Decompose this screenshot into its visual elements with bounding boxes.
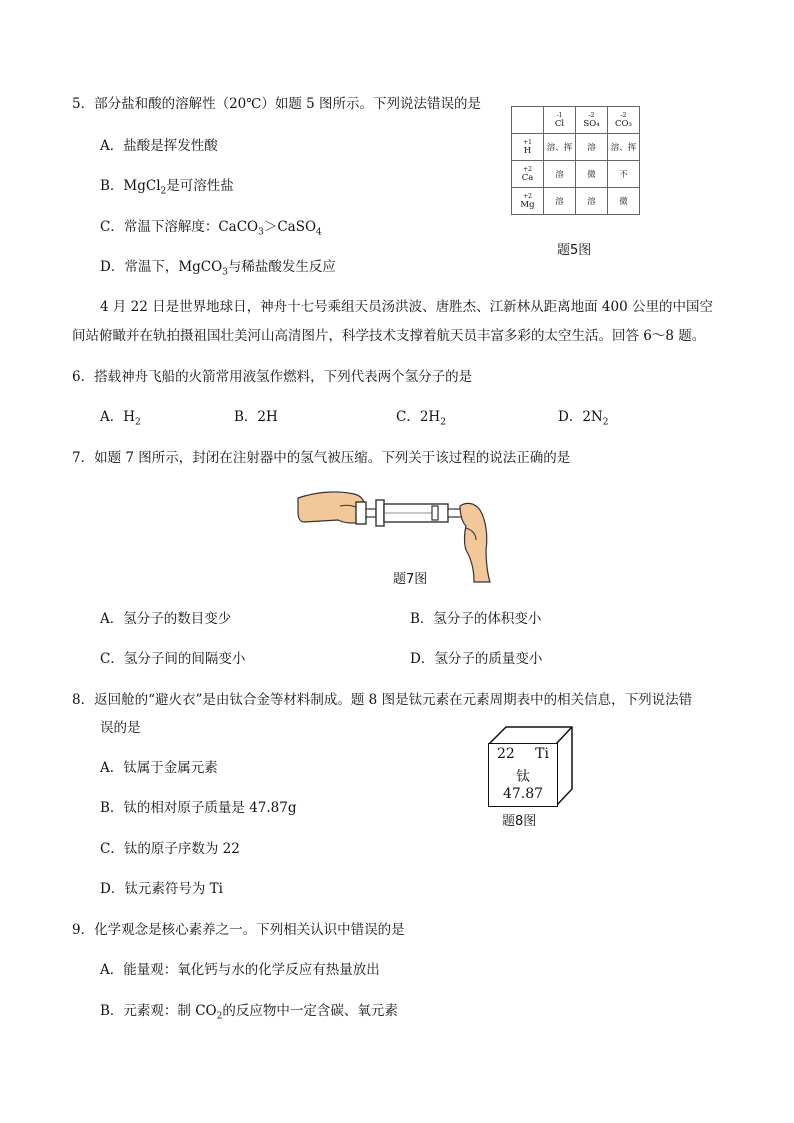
- col-header-cl: -1 Cl: [544, 107, 576, 134]
- q6-option-a: A．$H_2$: [100, 409, 141, 428]
- q8-option-d: D．钛元素符号为 Ti: [100, 881, 223, 897]
- table-cell: 溶: [544, 161, 576, 188]
- plunger-seal: [432, 506, 438, 520]
- right-hand: [460, 503, 490, 582]
- element-symbol: Ti: [535, 746, 549, 762]
- figure5-caption: 题5图: [557, 243, 592, 258]
- table-cell: 溶: [576, 134, 608, 161]
- q5-option-a: A．盐酸是挥发性酸: [100, 138, 218, 154]
- table-corner: [512, 107, 544, 134]
- table-cell: 微: [608, 188, 640, 215]
- figure7-caption: 题7图: [393, 572, 428, 587]
- solubility-table: [511, 106, 640, 215]
- q5-option-d: D．常温下，MgCO$_3$与稀盐酸发生反应: [100, 259, 336, 278]
- table-cell: 微: [576, 161, 608, 188]
- q8-option-b: B．钛的相对原子质量是 47.87g: [100, 800, 297, 816]
- q6-option-c: C．$2H_2$: [396, 409, 446, 428]
- q7-option-d: D．氢分子的质量变小: [410, 651, 543, 667]
- q5-stem: 5．部分盐和酸的溶解性（20℃）如题 5 图所示。下列说法错误的是: [72, 96, 482, 112]
- atomic-mass: 47.87: [502, 786, 544, 802]
- table-cell: 溶: [576, 188, 608, 215]
- row-header-h: +1 H: [512, 134, 544, 161]
- plunger-rod: [366, 509, 376, 517]
- passage-line-1: 4 月 22 日是世界地球日，神舟十七号乘组天员汤洪波、唐胜杰、江新林从距离地面 400 公里的中国空: [100, 299, 713, 315]
- q9-option-a: A．能量观：氧化钙与水的化学反应有热量放出: [100, 962, 380, 978]
- table-cell: 溶、挥: [544, 134, 576, 161]
- titanium-element-card: [488, 743, 558, 807]
- row-header-ca: +2 Ca: [512, 161, 544, 188]
- row-header-mg: +2 Mg: [512, 188, 544, 215]
- col-header-co3: -2 CO₃: [608, 107, 640, 134]
- q7-stem: 7．如题 7 图所示，封闭在注射器中的氢气被压缩。下列关于该过程的说法正确的是: [72, 450, 571, 466]
- col-header-so4: -2 SO₄: [576, 107, 608, 134]
- q8-stem-line-1: 8．返回舱的“避火衣”是由钛合金等材料制成。题 8 图是钛元素在元素周期表中的相关信息，下列说法错: [72, 692, 693, 708]
- table-cell: 不: [608, 161, 640, 188]
- q7-option-b: B．氢分子的体积变小: [410, 611, 542, 627]
- atomic-number: 22: [497, 746, 515, 762]
- syringe-flange: [376, 500, 384, 526]
- q5-option-c: C．常温下溶解度：CaCO$_3$＞CaSO$_4$: [100, 219, 322, 238]
- q7-option-c: C．氢分子间的间隔变小: [100, 651, 246, 667]
- q6-stem: 6．搭载神舟飞船的火箭常用液氢作燃料，下列代表两个氢分子的是: [72, 369, 473, 385]
- table-cell: 溶、挥: [608, 134, 640, 161]
- q8-option-a: A．钛属于金属元素: [100, 760, 218, 776]
- q6-option-d: D．$2N_2$: [558, 409, 609, 428]
- q8-option-c: C．钛的原子序数为 22: [100, 841, 240, 857]
- q9-stem: 9．化学观念是核心素养之一。下列相关认识中错误的是: [72, 922, 405, 938]
- q5-option-b: B．MgCl$_2$是可溶性盐: [100, 178, 234, 197]
- plunger-knob: [356, 502, 366, 524]
- q8-stem-line-2: 误的是: [100, 720, 141, 736]
- q6-option-b: B．2H: [234, 409, 278, 425]
- figure8-caption: 题8图: [502, 814, 537, 829]
- passage-line-2: 间站俯瞰并在轨拍摄祖国壮美河山高清图片，科学技术支撑着航天员丰富多彩的太空生活。回答 6～8 题。: [72, 328, 706, 344]
- q7-option-a: A．氢分子的数目变少: [100, 611, 232, 627]
- element-name: 钛: [516, 769, 530, 785]
- q9-option-b: B．元素观：制 $CO_2$的反应物中一定含碳、氧元素: [100, 1003, 398, 1022]
- table-cell: 溶: [544, 188, 576, 215]
